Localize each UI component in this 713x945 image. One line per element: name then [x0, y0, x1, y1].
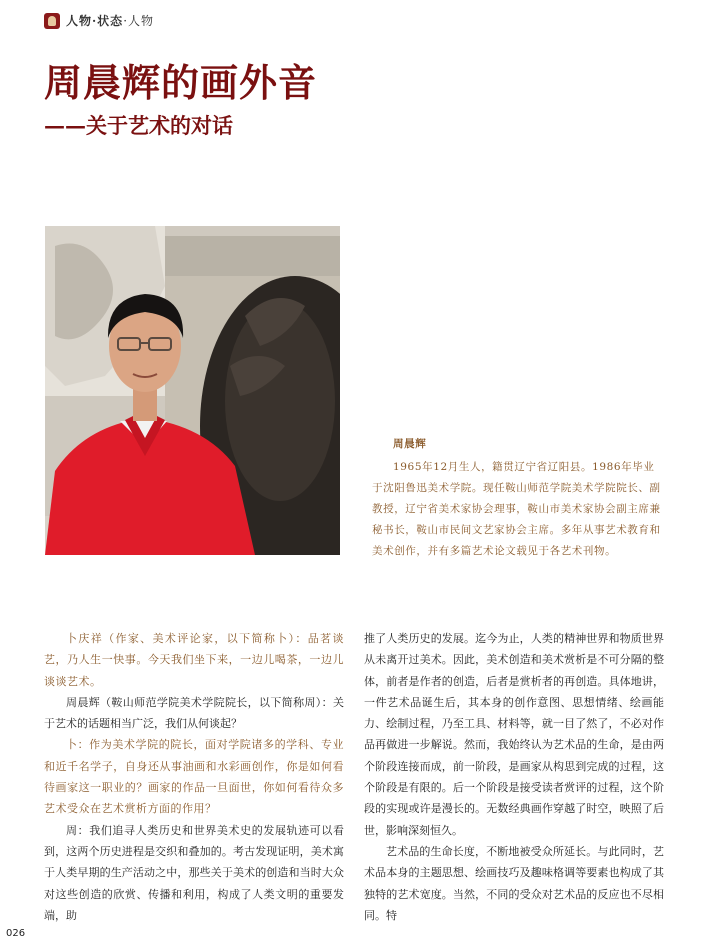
article-subtitle: ——关于艺术的对话 [44, 113, 233, 138]
article-column-left [44, 628, 344, 926]
article-paragraph: 卜：作为美术学院的院长，面对学院诸多的学科、专业和近千名学子，自身还从事油画和水彩画创作，你是如何看待画家这一职业的？画家的作品一旦面世，你如何看待众多艺术受众在艺术赏析方面的作用？ [44, 738, 344, 816]
magazine-logo-icon [44, 13, 60, 29]
bio-text: 1965年12月生人，籍贯辽宁省辽阳县。1986年毕业于沈阳鲁迅美术学院。现任鞍山师范学院美术学院院长、副教授，辽宁省美术家协会理事，鞍山市美术家协会副主席兼秘书长，鞍山市民间文艺家协会主席。多年从事艺术教育和美术创作，并有多篇艺术论文载见于各艺术刊物。 [372, 461, 661, 557]
article-paragraph: 艺术品的生命长度，不断地被受众所延长。与此同时，艺术品本身的主题思想、绘画技巧及趣味格调等要素也构成了其独特的艺术宽度。当然，不同的受众对艺术品的反应也不尽相同。特 [364, 844, 664, 922]
page-number: 026 [6, 928, 26, 939]
article-paragraph: 卜庆祥（作家、美术评论家，以下简称卜）：品茗谈艺，乃人生一快事。今天我们坐下来，一边儿喝茶，一边儿谈谈艺术。 [44, 632, 344, 688]
section-header [44, 12, 154, 29]
author-bio [372, 434, 662, 562]
article-paragraph: 推了人类历史的发展。迄今为止，人类的精神世界和物质世界从未离开过美术。因此，美术创造和美术赏析是不可分隔的整体，前者是作者的创造，后者是赏析者的再创造。具体地讲，一件艺术品诞生后，其本身的创作意图、思想情绪、绘画能力、绘制过程，乃至工具、材料等，就一目了然了，不必对作品再做进一步解说。然而，我始终认为艺术品的生命，是由两个阶段连接而成，前一阶段，是画家从构思到完成的过程，这个阶段是有限的。后一个阶段是接受读者赏评的过程，这个阶段的实现或许是漫长的。无数经典画作穿越了时空，映照了后世，影响深刻恒久。 [364, 632, 664, 837]
bio-name: 周晨辉 [393, 438, 427, 450]
article-paragraph: 周晨辉（鞍山师范学院美术学院院长，以下简称周）：关于艺术的话题相当广泛，我们从何谈起？ [44, 695, 344, 731]
article-column-right [364, 628, 664, 926]
portrait-photo [45, 226, 340, 555]
article-paragraph: 周：我们追寻人类历史和世界美术史的发展轨迹可以看到，这两个历史进程是交织和叠加的。考古发现证明，美术寓于人类早期的生产活动之中，那些关于美术的创造和当时大众对这些创造的欣赏、传播和利用，构成了人类文明的重要发端，助 [44, 823, 344, 922]
section-label: 人物·状态·人物 [66, 14, 155, 28]
article-title: 周晨辉的画外音 [44, 60, 318, 105]
